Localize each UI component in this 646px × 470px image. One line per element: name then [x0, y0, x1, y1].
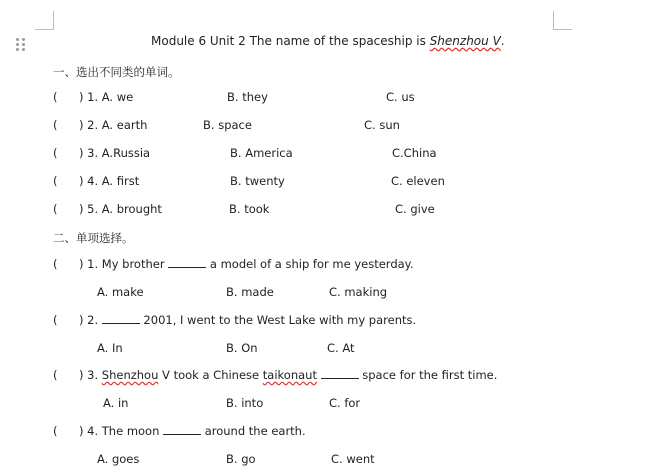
question-1-stem: ) 1. My brother a model of a ship for me yesterday. — [79, 257, 414, 271]
vocab-option-b: B. space — [203, 118, 252, 132]
answer-paren: ( — [53, 257, 58, 271]
section-heading-vocab: 一、选出不同类的单词。 — [53, 65, 180, 79]
question-2-stem: ) 2. 2001, I went to the West Lake with my parents. — [79, 313, 417, 327]
q1-option-c: C. making — [329, 285, 388, 299]
answer-paren: ( — [53, 202, 58, 216]
answer-blank — [102, 323, 140, 324]
q1-option-b: B. made — [226, 285, 274, 299]
vocab-option-a: ) 4. A. first — [79, 174, 140, 188]
answer-blank — [168, 267, 206, 268]
vocab-option-b: B. America — [230, 146, 293, 160]
vocab-option-b: B. they — [227, 90, 268, 104]
q1-option-a: A. make — [97, 285, 144, 299]
vocab-option-c: C.China — [392, 146, 437, 160]
answer-paren: ( — [53, 313, 58, 327]
q2-option-b: B. On — [226, 341, 258, 355]
answer-blank — [163, 434, 201, 435]
answer-paren: ( — [53, 424, 58, 438]
vocab-option-c: C. sun — [364, 118, 400, 132]
answer-paren: ( — [53, 174, 58, 188]
vocab-option-c: C. eleven — [391, 174, 445, 188]
question-3-stem: ) 3. Shenzhou V took a Chinese taikonaut space for the first time. — [79, 368, 498, 382]
vocab-option-c: C. give — [395, 202, 435, 216]
page-corner-mark-left — [35, 11, 54, 30]
page-corner-mark-right — [553, 11, 572, 30]
vocab-option-a: ) 2. A. earth — [79, 118, 148, 132]
document-title: Module 6 Unit 2 The name of the spaceship is Shenzhou V. — [151, 34, 505, 48]
vocab-option-a: ) 5. A. brought — [79, 202, 162, 216]
vocab-option-b: B. took — [229, 202, 270, 216]
title-italic: Shenzhou V — [429, 34, 501, 48]
q4-option-a: A. goes — [97, 452, 140, 466]
q3-option-b: B. into — [226, 396, 264, 410]
q2-option-a: A. In — [97, 341, 123, 355]
q3-option-a: A. in — [103, 396, 129, 410]
q3-option-c: C. for — [329, 396, 361, 410]
answer-paren: ( — [53, 90, 58, 104]
answer-paren: ( — [53, 368, 58, 382]
section-heading-choice: 二、单项选择。 — [53, 231, 134, 245]
answer-paren: ( — [53, 118, 58, 132]
answer-blank — [321, 378, 359, 379]
drag-handle-icon[interactable] — [16, 38, 26, 52]
q4-option-c: C. went — [331, 452, 375, 466]
vocab-option-c: C. us — [386, 90, 415, 104]
vocab-option-b: B. twenty — [230, 174, 285, 188]
question-4-stem: ) 4. The moon around the earth. — [79, 424, 306, 438]
q4-option-b: B. go — [226, 452, 256, 466]
vocab-option-a: ) 3. A.Russia — [79, 146, 151, 160]
vocab-option-a: ) 1. A. we — [79, 90, 134, 104]
answer-paren: ( — [53, 146, 58, 160]
q2-option-c: C. At — [327, 341, 355, 355]
